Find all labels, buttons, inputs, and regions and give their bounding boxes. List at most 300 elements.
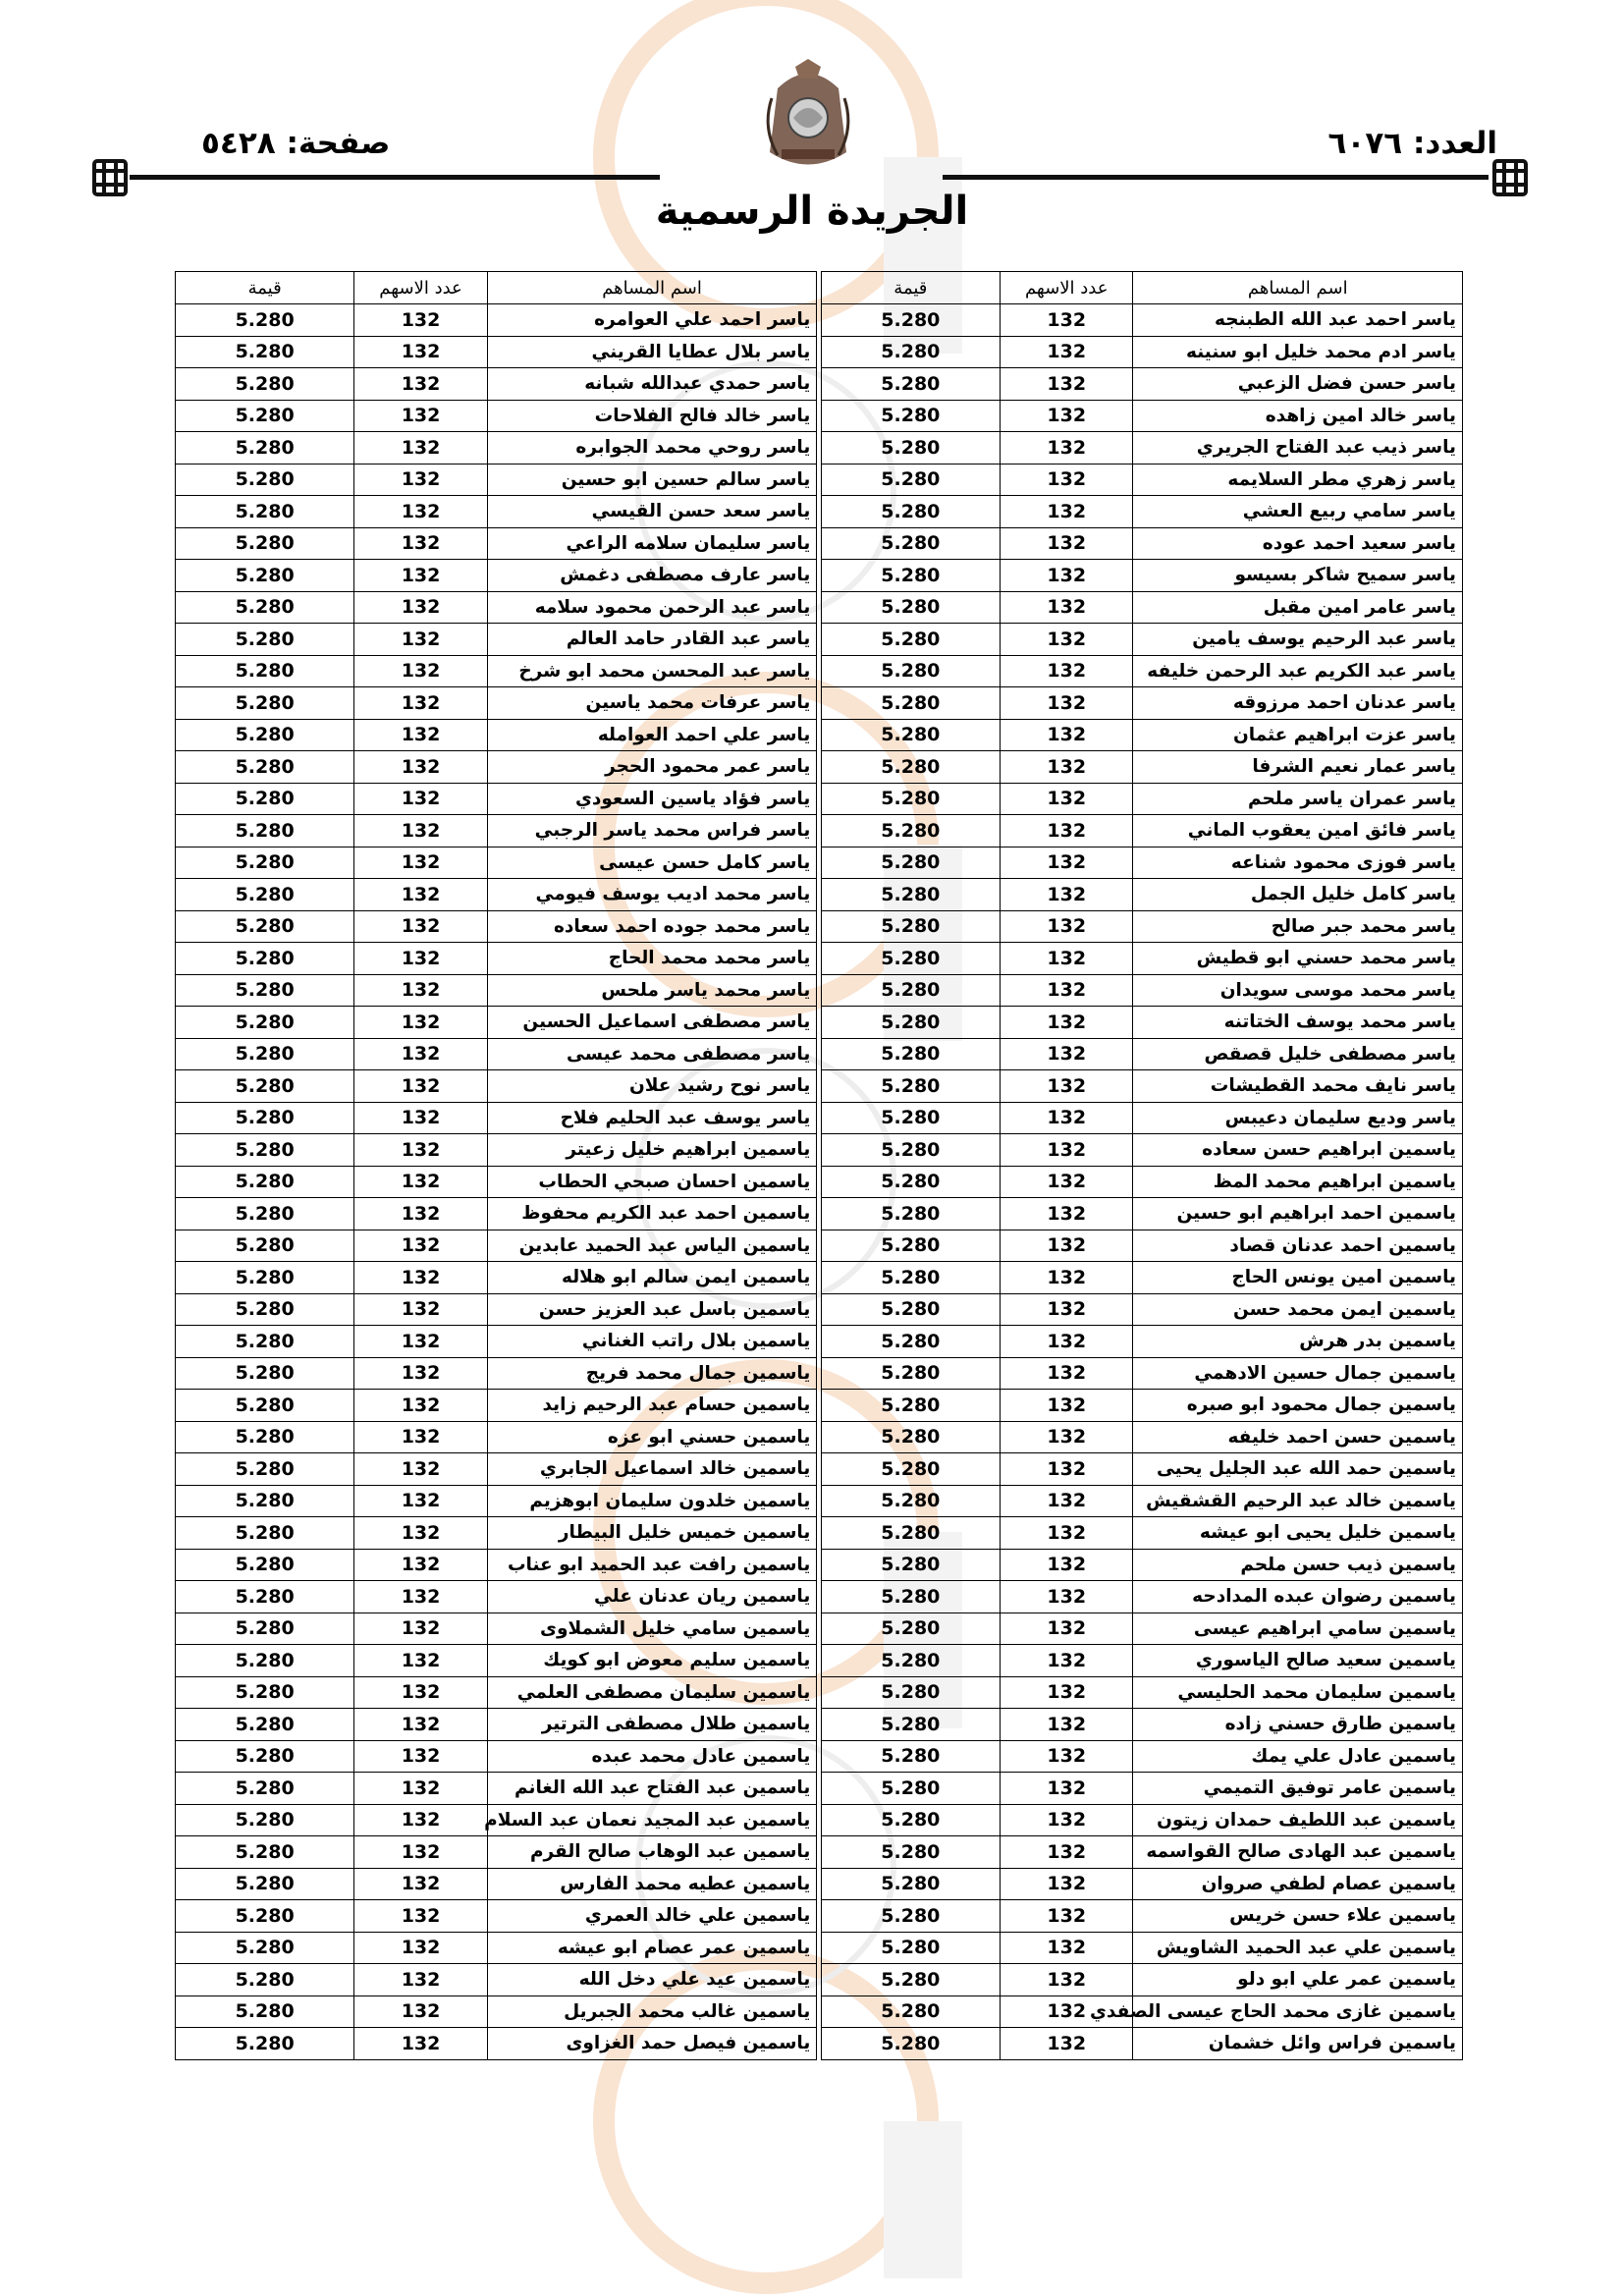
shares-count: 132 [354,1645,488,1677]
column-gap [817,1900,821,1933]
shareholder-name: ياسمين ابراهيم محمد المظ [1133,1166,1463,1198]
shareholder-name: ياسمين حسام عبد الرحيم زايد [487,1390,817,1422]
shares-count: 132 [1000,1549,1133,1581]
shares-count: 132 [354,1676,488,1709]
shareholder-name: ياسمين عبد الوهاب صالح القرم [487,1836,817,1869]
shareholder-name: ياسمين باسل عبد العزيز حسن [487,1293,817,1326]
share-value: 5.280 [821,974,1000,1007]
shares-count: 132 [1000,368,1133,401]
shares-count: 132 [1000,1357,1133,1390]
share-value: 5.280 [176,1230,354,1262]
shares-count: 132 [1000,1613,1133,1645]
share-value: 5.280 [821,1804,1000,1836]
shareholder-name: ياسمين عادل محمد عبده [487,1740,817,1773]
shares-count: 132 [354,1038,488,1070]
shareholder-name: ياسمين رضوان عبده المدادحه [1133,1581,1463,1613]
shares-count: 132 [354,815,488,847]
shares-count: 132 [1000,1676,1133,1709]
shares-count: 132 [354,1198,488,1230]
shareholder-name: ياسر فؤاد ياسين السعودي [487,783,817,815]
table-row [176,1262,1463,1294]
shareholder-name: ياسر محمد موسى سويدان [1133,974,1463,1007]
shareholder-name: ياسمين فراس وائل خشمان [1133,2028,1463,2060]
column-gap [817,1995,821,2028]
shares-count: 132 [354,1453,488,1486]
shares-count: 132 [1000,400,1133,432]
share-value: 5.280 [821,1453,1000,1486]
shares-count: 132 [1000,1421,1133,1453]
table-row [176,751,1463,784]
shareholders-table [175,271,1463,2060]
table-row [176,1581,1463,1613]
shares-count: 132 [354,400,488,432]
shareholder-name: ياسمين عصام لطفي صروان [1133,1868,1463,1900]
share-value: 5.280 [176,815,354,847]
shareholder-name: ياسمين الياس عبد الحميد عابدين [487,1230,817,1262]
share-value: 5.280 [821,1676,1000,1709]
shareholder-name: ياسر خالد امين زاهده [1133,400,1463,432]
shareholder-name: ياسمين عبد المجيد نعمان عبد السلام [487,1804,817,1836]
shares-count: 132 [354,1804,488,1836]
share-value: 5.280 [821,1102,1000,1134]
shareholder-name: ياسمين احمد عبد الكريم محفوظ [487,1198,817,1230]
share-value: 5.280 [821,751,1000,784]
table-row [176,974,1463,1007]
shares-count: 132 [354,560,488,592]
shares-count: 132 [354,783,488,815]
shares-count: 132 [1000,336,1133,368]
shareholder-name: ياسمين سعيد صالح الياسوري [1133,1645,1463,1677]
share-value: 5.280 [821,1198,1000,1230]
column-header-name: اسم المساهم [1133,272,1463,304]
column-gap [817,1390,821,1422]
share-value: 5.280 [821,1613,1000,1645]
shares-count: 132 [354,1102,488,1134]
shares-count: 132 [354,1900,488,1933]
table-row [176,1102,1463,1134]
shareholder-name: ياسر محمد حسني ابو قطيش [1133,943,1463,975]
table-row [176,687,1463,720]
shareholder-name: ياسر يوسف عبد الحليم فلاح [487,1102,817,1134]
column-gap [817,1804,821,1836]
share-value: 5.280 [176,1293,354,1326]
shares-count: 132 [1000,1230,1133,1262]
shares-count: 132 [354,910,488,943]
table-row [176,432,1463,465]
table-row [176,368,1463,401]
shares-count: 132 [354,1070,488,1103]
shares-count: 132 [354,1262,488,1294]
share-value: 5.280 [176,1038,354,1070]
share-value: 5.280 [821,496,1000,528]
column-header-shares: عدد الاسهم [354,272,488,304]
column-gap [817,336,821,368]
shares-count: 132 [354,687,488,720]
shares-count: 132 [354,1709,488,1741]
header-rule-right [943,175,1489,180]
shareholder-name: ياسر علي احمد العوامله [487,719,817,751]
table-row [176,1900,1463,1933]
share-value: 5.280 [821,687,1000,720]
shareholder-name: ياسر احمد علي العوامره [487,304,817,337]
share-value: 5.280 [176,751,354,784]
column-gap [817,1613,821,1645]
shares-count: 132 [354,1613,488,1645]
share-value: 5.280 [821,1007,1000,1039]
column-gap [817,1964,821,1996]
shareholder-name: ياسمين بلال راتب الغناني [487,1326,817,1358]
shares-count: 132 [1000,1932,1133,1964]
shares-count: 132 [1000,432,1133,465]
table-row [176,1676,1463,1709]
table-row [176,1549,1463,1581]
shareholder-name: ياسمين رافت عبد الحميد ابو عناب [487,1549,817,1581]
table-row [176,1070,1463,1103]
shareholder-name: ياسر زهري مطر السلايمه [1133,464,1463,496]
share-value: 5.280 [176,1326,354,1358]
shareholder-name: ياسمين ابراهيم خليل زعيتر [487,1134,817,1167]
table-row [176,304,1463,337]
column-gap [817,1326,821,1358]
column-gap [817,943,821,975]
shares-count: 132 [1000,687,1133,720]
share-value: 5.280 [176,1453,354,1486]
shareholder-name: ياسر فائق امين يعقوب الماني [1133,815,1463,847]
shares-count: 132 [1000,1517,1133,1550]
shares-count: 132 [354,1326,488,1358]
table-header-row [176,272,1463,304]
shares-count: 132 [1000,910,1133,943]
share-value: 5.280 [176,1070,354,1103]
shareholder-name: ياسمين خالد عبد الرحيم القشقيش [1133,1485,1463,1517]
shares-count: 132 [354,1357,488,1390]
share-value: 5.280 [176,1740,354,1773]
table-row [176,1134,1463,1167]
share-value: 5.280 [821,943,1000,975]
share-value: 5.280 [176,1390,354,1422]
shareholder-name: ياسمين ايمن سالم ابو هلاله [487,1262,817,1294]
table-row [176,527,1463,560]
table-row [176,1773,1463,1805]
column-gap [817,1453,821,1486]
shareholder-name: ياسر فوزى محمود شناعه [1133,847,1463,879]
column-gap [817,1102,821,1134]
table-row [176,1485,1463,1517]
shares-count: 132 [354,2028,488,2060]
issue-number: العدد: ٦٠٧٦ [1327,126,1497,161]
table-row [176,1932,1463,1964]
table-row [176,1293,1463,1326]
shares-count: 132 [354,591,488,624]
share-value: 5.280 [821,1868,1000,1900]
shares-count: 132 [354,1293,488,1326]
share-value: 5.280 [176,304,354,337]
shares-count: 132 [354,1517,488,1550]
shares-count: 132 [354,1773,488,1805]
shareholder-name: ياسر بلال عطايا القريني [487,336,817,368]
column-gap [817,624,821,656]
column-gap [817,2028,821,2060]
shareholder-name: ياسمين غازى محمد الحاج عيسى الصفدي [1133,1995,1463,2028]
share-value: 5.280 [821,591,1000,624]
share-value: 5.280 [176,464,354,496]
share-value: 5.280 [821,1326,1000,1358]
shareholder-name: ياسر وديع سليمان دعيبس [1133,1102,1463,1134]
shareholder-name: ياسمين عادل علي يمك [1133,1740,1463,1773]
shares-count: 132 [354,496,488,528]
share-value: 5.280 [176,910,354,943]
shares-count: 132 [1000,591,1133,624]
column-gap [817,974,821,1007]
shareholder-name: ياسر خالد فالح الفلاحات [487,400,817,432]
column-gap [817,1740,821,1773]
shares-count: 132 [354,1549,488,1581]
table-row [176,464,1463,496]
shares-count: 132 [354,368,488,401]
shareholder-name: ياسمين عبد اللطيف حمدان زيتون [1133,1804,1463,1836]
shares-count: 132 [1000,1964,1133,1996]
shareholder-name: ياسر مصطفى اسماعيل الحسين [487,1007,817,1039]
column-gap [817,751,821,784]
share-value: 5.280 [821,879,1000,911]
shares-count: 132 [1000,1836,1133,1869]
share-value: 5.280 [176,527,354,560]
shareholder-name: ياسر فراس محمد ياسر الرجبي [487,815,817,847]
shareholder-name: ياسر كامل خليل الجمل [1133,879,1463,911]
shares-count: 132 [1000,1773,1133,1805]
column-gap [817,1038,821,1070]
shareholder-name: ياسمين بدر هرش [1133,1326,1463,1358]
share-value: 5.280 [821,1293,1000,1326]
column-gap [817,1230,821,1262]
shareholder-name: ياسر ادم محمد خليل ابو سنينه [1133,336,1463,368]
share-value: 5.280 [176,1357,354,1390]
column-gap [817,1262,821,1294]
share-value: 5.280 [176,1549,354,1581]
share-value: 5.280 [821,783,1000,815]
column-gap [817,1134,821,1167]
share-value: 5.280 [176,1198,354,1230]
share-value: 5.280 [176,879,354,911]
shares-count: 132 [354,1836,488,1869]
column-gap [817,1357,821,1390]
shares-count: 132 [1000,527,1133,560]
shareholder-name: ياسر نوح رشيد علان [487,1070,817,1103]
share-value: 5.280 [176,1773,354,1805]
shareholder-name: ياسر سالم حسين ابو حسين [487,464,817,496]
shares-count: 132 [354,1230,488,1262]
shares-count: 132 [1000,1390,1133,1422]
shares-count: 132 [1000,1326,1133,1358]
shareholder-name: ياسر نايف محمد القطيشات [1133,1070,1463,1103]
column-gap [817,368,821,401]
shareholder-name: ياسمين ايمن محمد حسن [1133,1293,1463,1326]
column-gap [817,1645,821,1677]
shares-count: 132 [354,527,488,560]
shareholder-name: ياسمين علاء حسن خريس [1133,1900,1463,1933]
shareholder-name: ياسمين جمال محمد فريج [487,1357,817,1390]
shareholder-name: ياسمين علي عبد الحميد الشاويش [1133,1932,1463,1964]
column-header-name: اسم المساهم [487,272,817,304]
shareholder-name: ياسر روحي محمد الجوابره [487,432,817,465]
shareholder-name: ياسر سميح شاكر بسيسو [1133,560,1463,592]
shareholder-name: ياسر عبد القادر حامد العالم [487,624,817,656]
share-value: 5.280 [821,432,1000,465]
column-gap [817,591,821,624]
shareholder-name: ياسمين عبد الهادى صالح القواسمه [1133,1836,1463,1869]
shareholder-name: ياسمين سليم معوض ابو كويك [487,1645,817,1677]
shares-count: 132 [1000,1453,1133,1486]
shareholder-name: ياسمين سليمان محمد الحليسي [1133,1676,1463,1709]
shareholder-name: ياسر محمد محمد الحاج [487,943,817,975]
table-row [176,1390,1463,1422]
share-value: 5.280 [821,1740,1000,1773]
column-gap [817,1421,821,1453]
shares-count: 132 [1000,879,1133,911]
shares-count: 132 [1000,1007,1133,1039]
shares-count: 132 [1000,560,1133,592]
column-gap [817,432,821,465]
shares-count: 132 [1000,496,1133,528]
shares-count: 132 [354,432,488,465]
shares-count: 132 [1000,719,1133,751]
shares-count: 132 [354,624,488,656]
shareholder-name: ياسمين غالب محمد الجبريل [487,1995,817,2028]
table-row [176,1007,1463,1039]
share-value: 5.280 [176,1262,354,1294]
shares-count: 132 [1000,783,1133,815]
shares-count: 132 [354,719,488,751]
column-gap [817,1773,821,1805]
table-row [176,336,1463,368]
shareholder-name: ياسر محمد جبر صالح [1133,910,1463,943]
shareholder-name: ياسمين عطيه محمد الفارس [487,1868,817,1900]
shares-count: 132 [1000,624,1133,656]
shareholder-name: ياسمين خلدون سليمان ابوهزيم [487,1485,817,1517]
column-gap [817,1676,821,1709]
shareholder-name: ياسر سليمان سلامه الراعي [487,527,817,560]
shares-count: 132 [1000,1262,1133,1294]
share-value: 5.280 [821,1517,1000,1550]
share-value: 5.280 [176,432,354,465]
share-value: 5.280 [176,400,354,432]
column-gap [817,1485,821,1517]
share-value: 5.280 [821,1390,1000,1422]
column-header-value: قيمة [176,272,354,304]
shares-count: 132 [354,1485,488,1517]
table-row [176,1995,1463,2028]
shares-count: 132 [354,1166,488,1198]
share-value: 5.280 [821,1964,1000,1996]
column-gap [817,560,821,592]
shares-count: 132 [1000,815,1133,847]
share-value: 5.280 [821,1900,1000,1933]
shareholder-name: ياسمين عمر علي ابو دلو [1133,1964,1463,1996]
table-row [176,910,1463,943]
shares-count: 132 [354,1390,488,1422]
shares-count: 132 [354,1581,488,1613]
table-row [176,1804,1463,1836]
column-gap [817,1166,821,1198]
table-row [176,1709,1463,1741]
column-gap [817,879,821,911]
header-rule-left [130,175,660,180]
share-value: 5.280 [176,847,354,879]
share-value: 5.280 [176,783,354,815]
share-value: 5.280 [176,1709,354,1741]
shares-count: 132 [1000,751,1133,784]
table-row [176,1740,1463,1773]
shares-count: 132 [1000,1038,1133,1070]
column-header-value: قيمة [821,272,1000,304]
share-value: 5.280 [821,2028,1000,2060]
share-value: 5.280 [821,1932,1000,1964]
share-value: 5.280 [176,1964,354,1996]
shareholder-name: ياسمين حمد الله عبد الجليل يحيى [1133,1453,1463,1486]
share-value: 5.280 [176,974,354,1007]
column-gap [817,1868,821,1900]
shareholder-name: ياسر ذيب عبد الفتاح الجريري [1133,432,1463,465]
shares-count: 132 [354,943,488,975]
column-gap [817,1198,821,1230]
shareholder-name: ياسر عزت ابراهيم عثمان [1133,719,1463,751]
shareholder-name: ياسر عبد الرحيم يوسف يامين [1133,624,1463,656]
share-value: 5.280 [821,304,1000,337]
share-value: 5.280 [176,719,354,751]
column-gap [817,527,821,560]
shareholder-name: ياسمين عامر توفيق التميمي [1133,1773,1463,1805]
column-gap [817,304,821,337]
shareholder-name: ياسمين جمال محمود ابو صبره [1133,1390,1463,1422]
share-value: 5.280 [176,591,354,624]
column-gap [817,272,821,304]
shares-count: 132 [354,336,488,368]
share-value: 5.280 [176,624,354,656]
table-row [176,1453,1463,1486]
shareholder-name: ياسر سعيد احمد عوده [1133,527,1463,560]
shareholder-name: ياسمين فيصل حمد الغزاوى [487,2028,817,2060]
share-value: 5.280 [176,496,354,528]
shareholder-name: ياسمين احسان صبحي الحطاب [487,1166,817,1198]
shareholder-name: ياسمين حسن احمد خليفه [1133,1421,1463,1453]
shareholder-name: ياسمين جمال حسين الادهمي [1133,1357,1463,1390]
share-value: 5.280 [821,624,1000,656]
share-value: 5.280 [176,655,354,687]
column-gap [817,1070,821,1103]
shares-count: 132 [354,847,488,879]
table-row [176,1517,1463,1550]
share-value: 5.280 [821,1038,1000,1070]
shareholder-name: ياسر عدنان احمد مرزوقه [1133,687,1463,720]
column-gap [817,1293,821,1326]
column-gap [817,815,821,847]
shareholder-name: ياسمين احمد ابراهيم ابو حسين [1133,1198,1463,1230]
column-gap [817,1517,821,1550]
jordan-coat-of-arms-icon [758,59,858,177]
share-value: 5.280 [821,336,1000,368]
shareholder-name: ياسر عبد الكريم عبد الرحمن خليفه [1133,655,1463,687]
share-value: 5.280 [821,910,1000,943]
share-value: 5.280 [821,1230,1000,1262]
shareholder-name: ياسمين امين يونس الحاج [1133,1262,1463,1294]
shares-count: 132 [354,1995,488,2028]
share-value: 5.280 [821,1709,1000,1741]
share-value: 5.280 [176,1421,354,1453]
shares-count: 132 [1000,1166,1133,1198]
share-value: 5.280 [821,1357,1000,1390]
table-row [176,1230,1463,1262]
shareholder-name: ياسر عمار نعيم الشرفا [1133,751,1463,784]
